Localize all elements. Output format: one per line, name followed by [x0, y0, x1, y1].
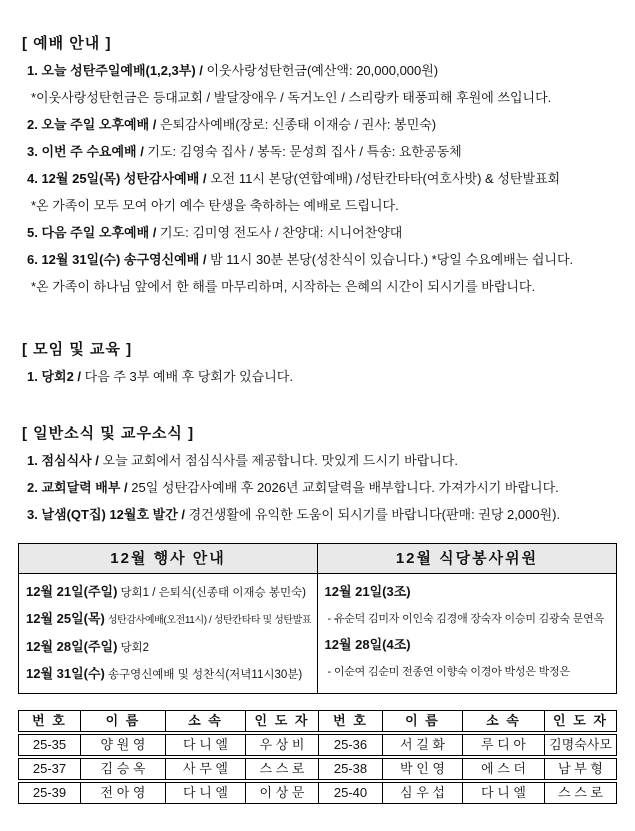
members-header-row	[18, 710, 617, 732]
member-number: 25-36	[319, 735, 383, 755]
worship-heading: [ 예배 안내 ]	[22, 35, 112, 52]
events-table-header-row	[19, 544, 616, 574]
members-row	[18, 734, 617, 756]
news-item-title: 1. 점심식사 /	[27, 453, 103, 468]
news-item-text: 오늘 교회에서 점심식사를 제공합니다. 맛있게 드시기 바랍니다.	[102, 453, 458, 468]
worship-note	[22, 192, 623, 219]
member-group: 루 디 아	[463, 735, 545, 755]
worship-item	[22, 165, 623, 192]
members-header-cell: 인 도 자	[246, 711, 319, 731]
members-header-cell: 이 름	[81, 711, 166, 731]
worship-item-title: 3. 이번 주 수요예배 /	[27, 144, 148, 159]
worship-item	[22, 219, 623, 246]
members-header-cell: 소 속	[166, 711, 246, 731]
worship-item	[22, 111, 623, 138]
worship-note-text: *온 가족이 모두 모여 아기 예수 탄생을 축하하는 예배로 드립니다.	[31, 198, 399, 213]
news-item-text: 경건생활에 유익한 도움이 되시기를 바랍니다(판매: 권당 2,000원).	[188, 507, 561, 522]
member-group: 다 니 엘	[166, 783, 246, 803]
events-header: 12월 행사 안내	[19, 544, 318, 573]
event-date: 12월 28일(주일)	[26, 639, 118, 654]
duty-column	[318, 574, 617, 693]
news-item-text: 25일 성탄감사예배 후 2026년 교회달력을 배부합니다. 가져가시기 바랍니다.	[131, 480, 559, 495]
member-name: 심 우 섭	[383, 783, 463, 803]
member-number: 25-39	[19, 783, 81, 803]
event-row	[26, 606, 315, 634]
worship-note-text: *이웃사랑성탄헌금은 등대교회 / 발달장애우 / 독거노인 / 스리랑카 태풍피해 후원에 쓰입니다.	[31, 90, 552, 105]
event-desc: 성탄감사예배(오전11시) / 성탄칸타타 및 성탄발표	[107, 615, 312, 626]
meetings-item-title: 1. 당회2 /	[27, 369, 85, 384]
member-group: 에 스 더	[463, 759, 545, 779]
members-header-cell: 번 호	[19, 711, 81, 731]
event-row	[26, 661, 315, 688]
worship-item-text: 기도: 김미영 전도사 / 찬양대: 시니어찬양대	[159, 225, 403, 240]
member-guide: 스 스 로	[558, 785, 603, 800]
news-section	[22, 420, 623, 528]
duty-date: 12월 28일(4조)	[324, 637, 411, 652]
worship-note	[22, 84, 623, 111]
member-group: 사 무 엘	[166, 759, 246, 779]
member-number: 25-40	[319, 783, 383, 803]
worship-item-title: 6. 12월 31일(수) 송구영신예배 /	[27, 252, 211, 267]
worship-item-text: 기도: 김영숙 집사 / 봉독: 문성희 집사 / 특송: 요한공동체	[147, 144, 462, 159]
event-desc: 당회1 / 은퇴식(신종태 이재승 봉민숙)	[120, 587, 306, 599]
members-header-cell: 소 속	[463, 711, 545, 731]
worship-item	[22, 246, 623, 273]
duty-names: - 유순덕 김미자 이인숙 김경애 장숙자 이승미 김광숙 문연옥	[327, 613, 605, 625]
event-date: 12월 21일(주일)	[26, 584, 118, 599]
duty-row	[325, 606, 615, 632]
member-name: 김 승 옥	[81, 759, 166, 779]
members-row	[18, 758, 617, 780]
member-number: 25-37	[19, 759, 81, 779]
worship-item-text: 오전 11시 본당(연합예배) /성탄칸타타(여호사밧) & 성탄발표회	[210, 171, 561, 186]
member-group: 다 니 엘	[166, 735, 246, 755]
member-guide: 김명숙사모	[549, 737, 612, 752]
events-column	[19, 574, 318, 693]
worship-note-text: *온 가족이 하나님 앞에서 한 해를 마무리하며, 시작하는 은혜의 시간이 되시기를 바랍니다.	[31, 279, 536, 294]
worship-item-title: 2. 오늘 주일 오후예배 /	[27, 117, 160, 132]
worship-item	[22, 138, 623, 165]
member-name: 박 인 영	[383, 759, 463, 779]
duty-header: 12월 식당봉사위원	[395, 550, 539, 567]
members-header-cell: 이 름	[383, 711, 463, 731]
news-item	[22, 474, 623, 501]
worship-item-text: 이웃사랑성탄헌금(예산액: 20,000,000원)	[206, 63, 439, 78]
news-item	[22, 447, 623, 474]
news-item-title: 2. 교회달력 배부 /	[27, 480, 132, 495]
news-item	[22, 501, 623, 528]
members-header-cell: 번 호	[319, 711, 383, 731]
duty-date: 12월 21일(3조)	[324, 584, 411, 599]
events-table-body	[19, 574, 616, 693]
member-number: 25-38	[319, 759, 383, 779]
member-guide: 스 스 로	[246, 759, 319, 779]
event-desc: 송구영신예배 및 성찬식(저녁11시30분)	[107, 669, 303, 681]
event-row	[26, 579, 315, 606]
meetings-item	[22, 363, 623, 390]
member-guide: 우 상 비	[246, 735, 319, 755]
worship-item-text: 은퇴감사예배(장로: 신종태 이재승 / 권사: 봉민숙)	[159, 117, 437, 132]
worship-section	[22, 30, 623, 300]
meetings-item-text: 다음 주 3부 예배 후 당회가 있습니다.	[84, 369, 293, 384]
worship-item-title: 5. 다음 주일 오후예배 /	[27, 225, 160, 240]
duty-row	[325, 659, 615, 685]
members-header-cell: 인 도 자	[553, 713, 608, 728]
duty-row	[325, 632, 615, 659]
event-date: 12월 31일(수)	[26, 666, 105, 681]
member-guide: 남 부 형	[558, 761, 603, 776]
meetings-heading: [ 모임 및 교육 ]	[22, 341, 133, 358]
meetings-section	[22, 336, 623, 390]
worship-item	[22, 57, 623, 84]
duty-names: - 이순여 김순미 전종연 이향숙 이경아 박성은 박정은	[327, 666, 570, 678]
worship-item-text: 밤 11시 30분 본당(성찬식이 있습니다.) *당일 수요예배는 쉽니다.	[210, 252, 574, 267]
event-date: 12월 25일(목)	[26, 611, 105, 626]
worship-note	[22, 273, 623, 300]
duty-row	[325, 579, 615, 606]
members-row	[18, 782, 617, 804]
news-heading: [ 일반소식 및 교우소식 ]	[22, 425, 195, 442]
member-number: 25-35	[19, 735, 81, 755]
event-row	[26, 634, 315, 661]
news-item-title: 3. 날샘(QT집) 12월호 발간 /	[27, 507, 189, 522]
event-desc: 당회2	[120, 642, 150, 654]
member-group: 다 니 엘	[463, 783, 545, 803]
events-table	[18, 543, 617, 694]
members-table	[18, 710, 617, 804]
member-name: 서 길 화	[383, 735, 463, 755]
worship-item-title: 4. 12월 25일(목) 성탄감사예배 /	[27, 171, 211, 186]
member-guide: 이 상 문	[246, 783, 319, 803]
worship-item-title: 1. 오늘 성탄주일예배(1,2,3부) /	[27, 63, 207, 78]
member-name: 전 아 영	[81, 783, 166, 803]
member-name: 양 원 영	[81, 735, 166, 755]
